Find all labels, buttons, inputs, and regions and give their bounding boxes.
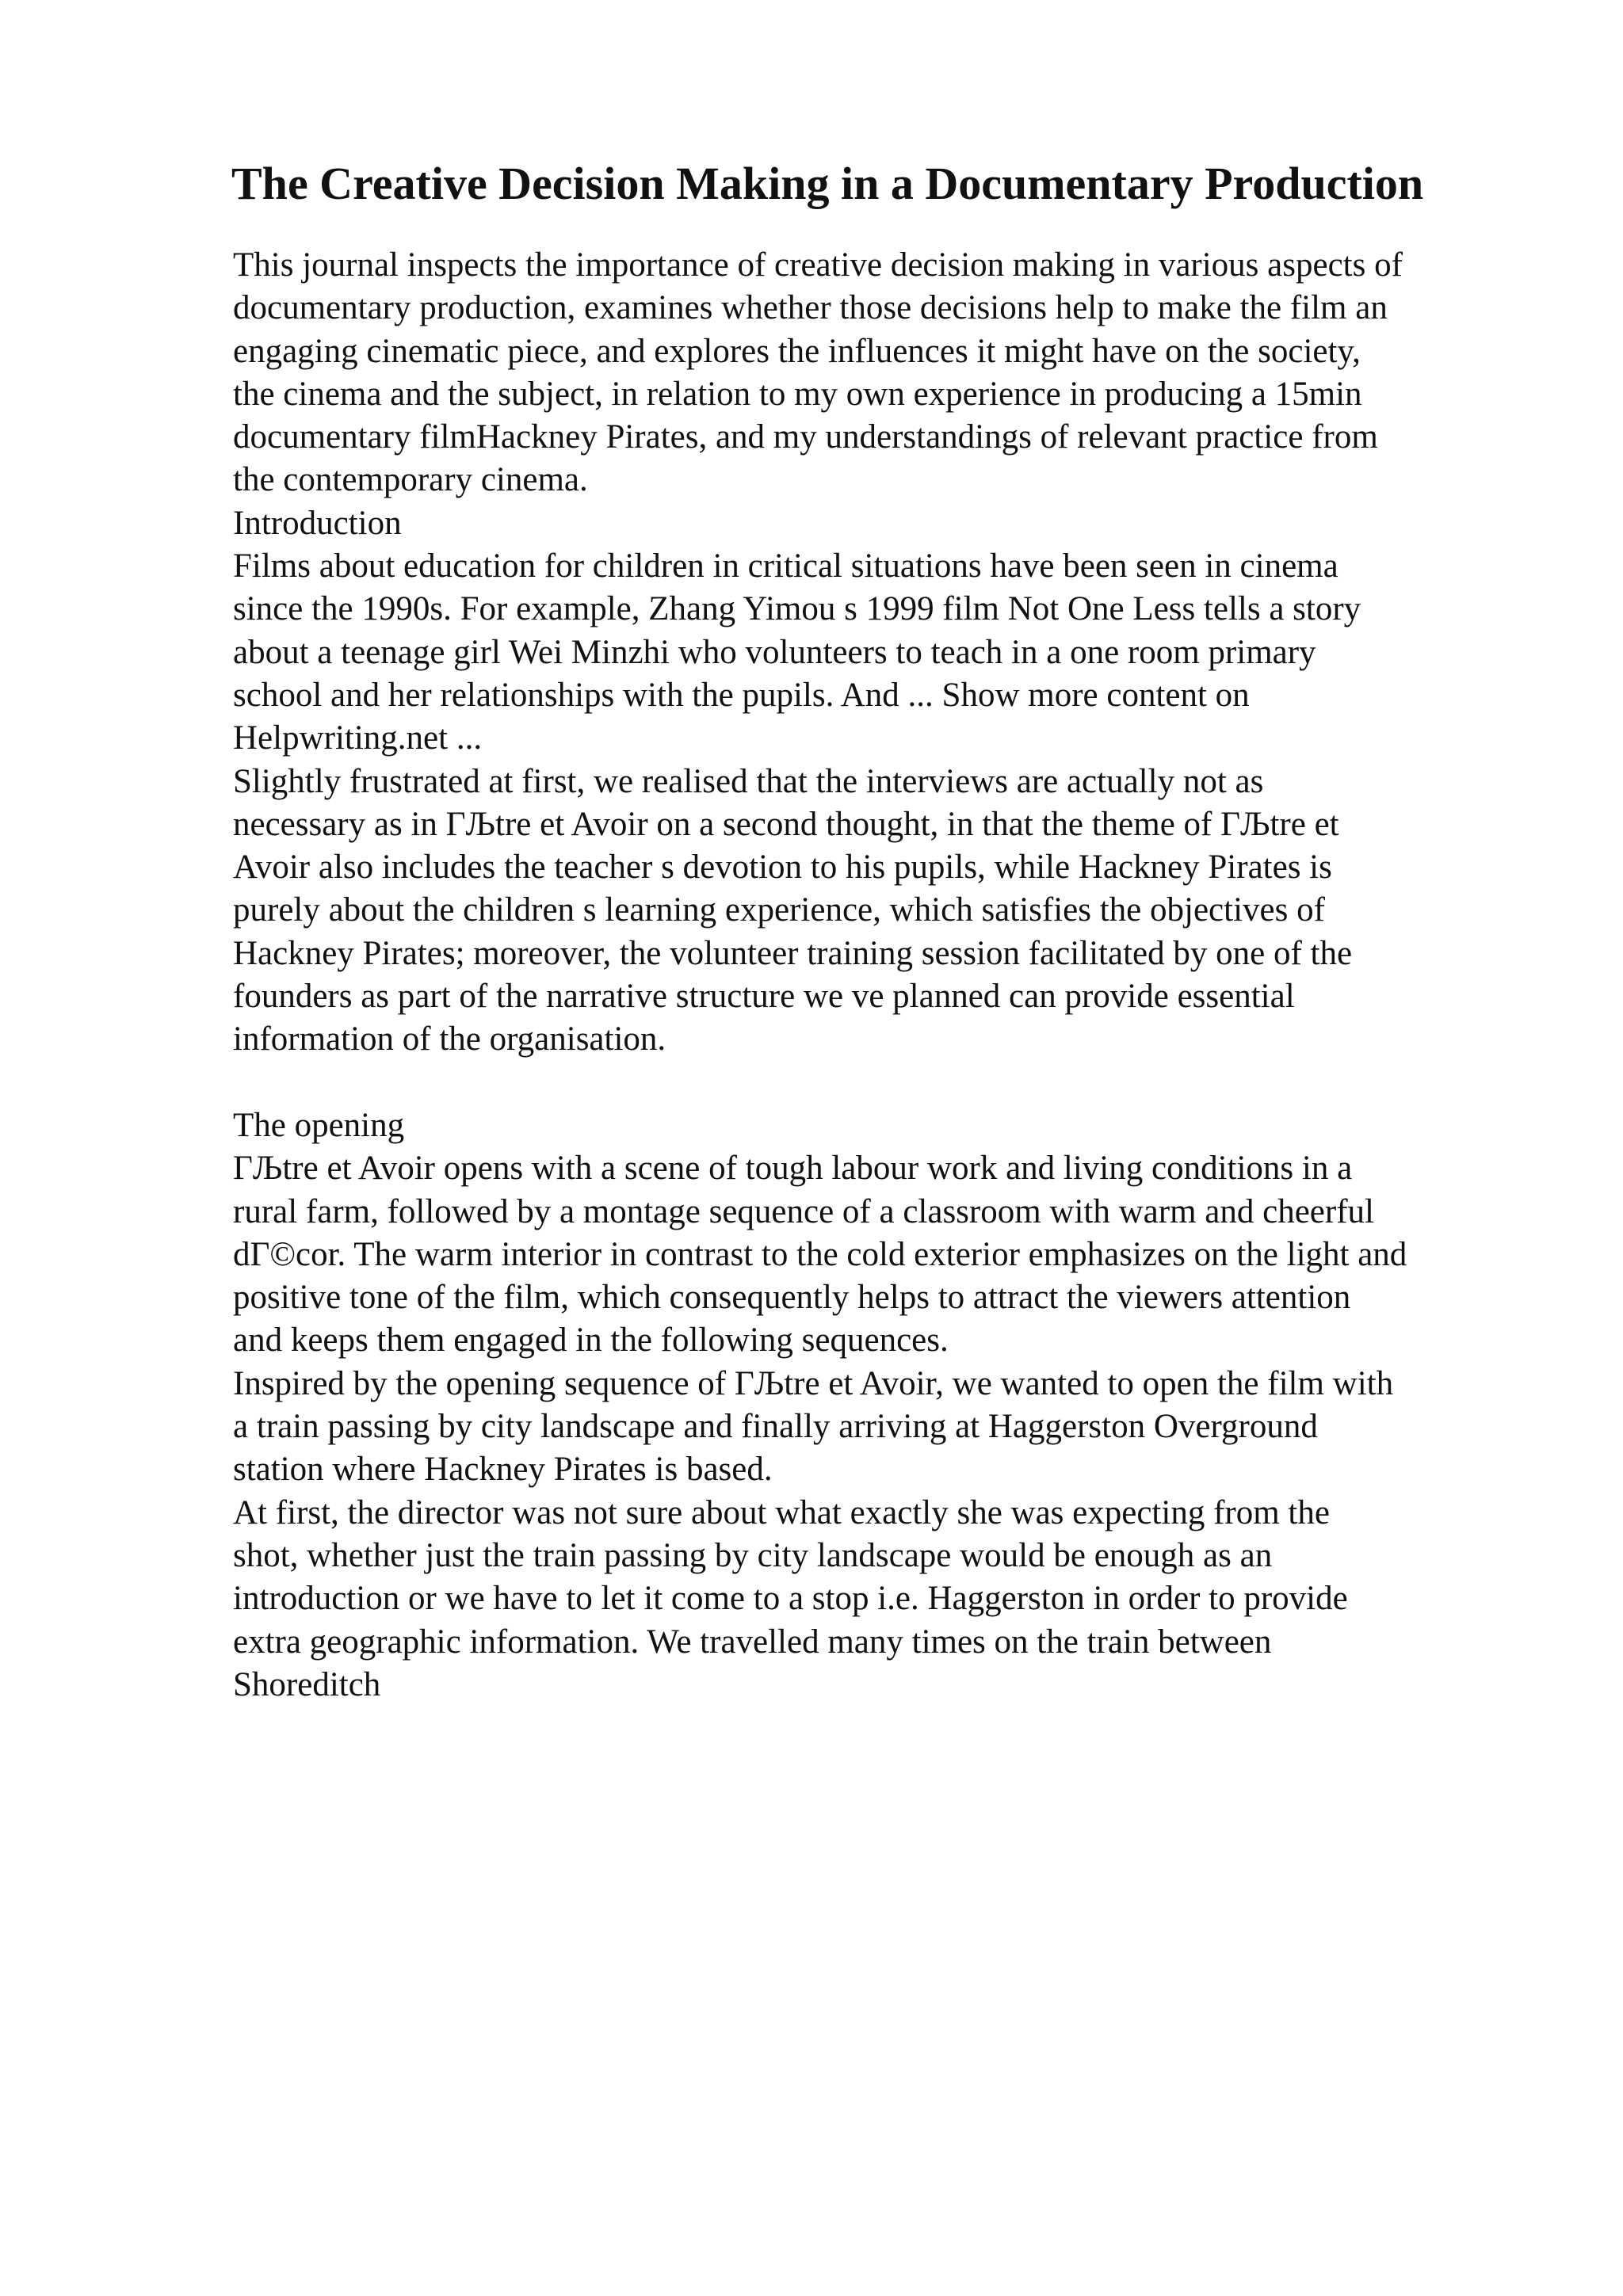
- text-line: extra geographic information. We travelled many times on the train between: [233, 1623, 1272, 1661]
- text-line: documentary production, examines whether those decisions help to make the film an: [233, 289, 1388, 327]
- text-line: At first, the director was not sure about what exactly she was expecting from the: [233, 1493, 1330, 1531]
- text-line: Avoir also includes the teacher s devotion to his pupils, while Hackney Pirates is: [233, 849, 1332, 887]
- section-heading-introduction: Introduction: [233, 504, 402, 542]
- text-line: Helpwriting.net ...: [233, 719, 483, 757]
- text-line: necessary as in ГЉtre et Avoir on a second thought, in that the theme of ГЉtre et: [233, 805, 1339, 843]
- document-body: [233, 244, 1596, 1707]
- text-line: Inspired by the opening sequence of ГЉtre et Avoir, we wanted to open the film with: [233, 1364, 1394, 1402]
- text-line: the contemporary cinema.: [233, 461, 588, 499]
- text-line: engaging cinematic piece, and explores the influences it might have on the society,: [233, 332, 1361, 370]
- text-line: shot, whether just the train passing by city landscape would be enough as an: [233, 1536, 1273, 1574]
- text-line: since the 1990s. For example, Zhang Yimou s 1999 film Not One Less tells a story: [233, 590, 1361, 628]
- text-line: Shoreditch: [233, 1665, 381, 1703]
- text-line: Hackney Pirates; moreover, the volunteer training session facilitated by one of the: [233, 934, 1353, 972]
- text-line: about a teenage girl Wei Minzhi who volunteers to teach in a one room primary: [233, 633, 1316, 671]
- text-line: station where Hackney Pirates is based.: [233, 1451, 773, 1489]
- text-line: Films about education for children in critical situations have been seen in cinema: [233, 547, 1338, 585]
- text-line: This journal inspects the importance of creative decision making in various aspects of: [233, 246, 1403, 284]
- text-line: Slightly frustrated at first, we realised that the interviews are actually not as: [233, 762, 1264, 800]
- text-line: rural farm, followed by a montage sequence of a classroom with warm and cheerful: [233, 1192, 1374, 1230]
- text-line: documentary filmHackney Pirates, and my understandings of relevant practice from: [233, 418, 1378, 456]
- section-heading-opening: The opening: [233, 1106, 405, 1144]
- text-line: purely about the children s learning experience, which satisfies the objectives of: [233, 891, 1325, 929]
- text-line: positive tone of the film, which consequently helps to attract the viewers attention: [233, 1279, 1351, 1317]
- blank-line: [233, 1062, 1596, 1104]
- text-line: ГЉtre et Avoir opens with a scene of tough labour work and living conditions in a: [233, 1150, 1353, 1188]
- text-line: dГ©cor. The warm interior in contrast to the cold exterior emphasizes on the light and: [233, 1235, 1407, 1273]
- text-line: information of the organisation.: [233, 1020, 666, 1058]
- text-line: introduction or we have to let it come to a stop i.e. Haggerston in order to provide: [233, 1580, 1348, 1618]
- text-line: school and her relationships with the pupils. And ... Show more content on: [233, 676, 1250, 714]
- text-line: a train passing by city landscape and finally arriving at Haggerston Overground: [233, 1408, 1318, 1446]
- text-line: the cinema and the subject, in relation to my own experience in producing a 15min: [233, 375, 1362, 413]
- document-title: The Creative Decision Making in a Documentary Production: [231, 158, 1424, 209]
- text-line: and keeps them engaged in the following sequences.: [233, 1322, 949, 1360]
- text-line: founders as part of the narrative structure we ve planned can provide essential: [233, 978, 1295, 1016]
